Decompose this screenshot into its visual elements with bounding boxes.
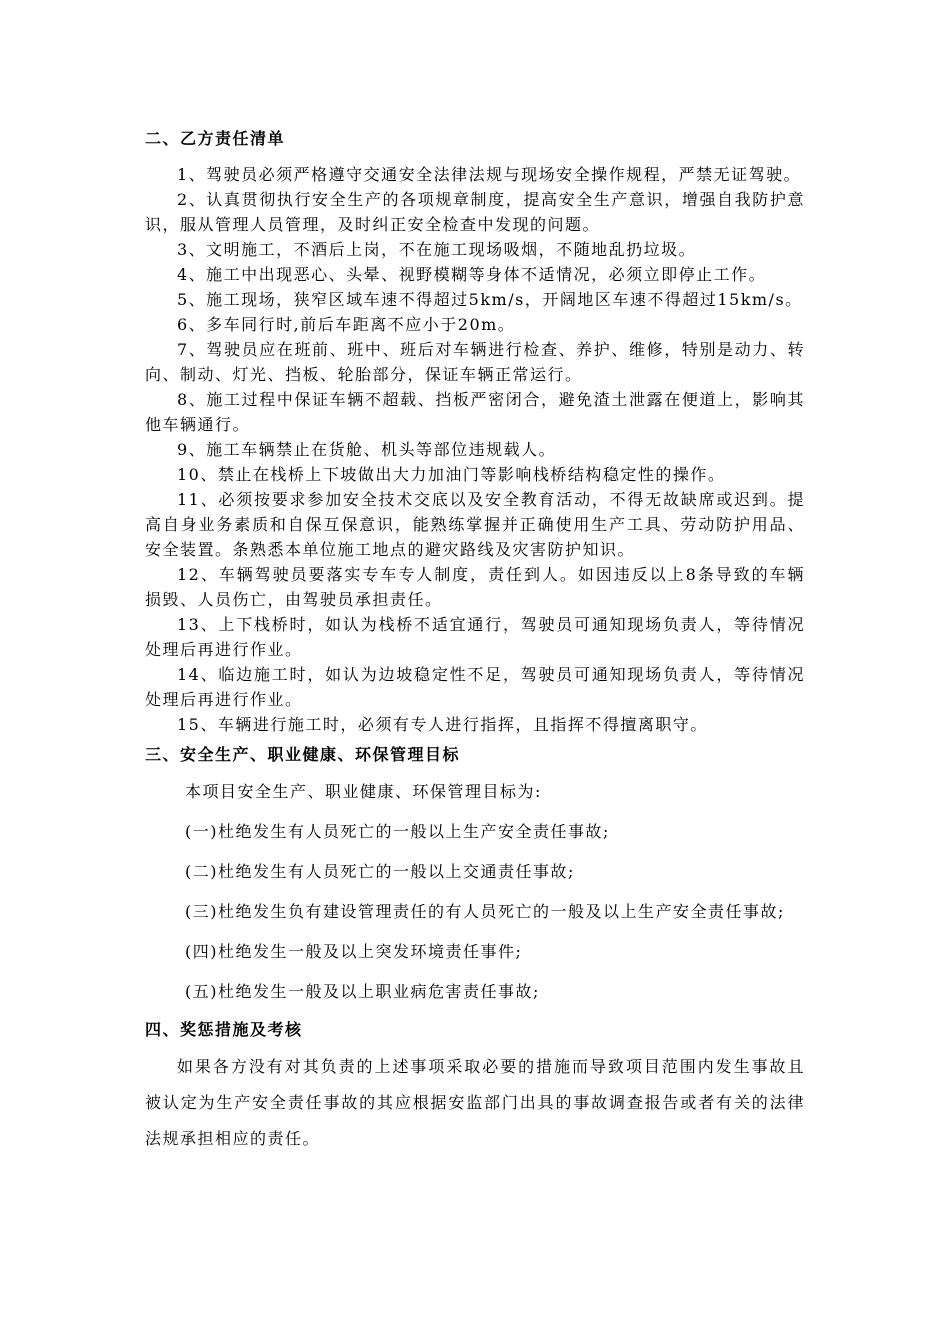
- list-item: 6、多车同行时,前后车距离不应小于20m。: [177, 315, 516, 334]
- list-item: 5、施工现场，狭窄区域车速不得超过5km/s，开阔地区车速不得超过15km/s。: [177, 290, 803, 309]
- document-body: [145, 121, 805, 1157]
- section-2-title: 二、乙方责任清单: [145, 129, 286, 148]
- target-item: (四)杜绝发生一般及以上突发环境责任事件;: [185, 942, 523, 961]
- list-item: 15、车辆进行施工时，必须有专人进行指挥，且指挥不得擅离职守。: [177, 715, 708, 734]
- list-item: 4、施工中出现恶心、头晕、视野模糊等身体不适情况，必须立即停止工作。: [177, 265, 767, 284]
- target-item: (五)杜绝发生一般及以上职业病危害责任事故;: [185, 982, 540, 1001]
- target-item: (三)杜绝发生负有建设管理责任的有人员死亡的一般及以上生产安全责任事故;: [185, 902, 785, 921]
- responsibility-list: [145, 156, 805, 737]
- list-item: 12、车辆驾驶员要落实专车专人制度，责任到人。如因违反以上8条导致的车辆损毁、人员伤亡，由驾驶员承担责任。: [145, 565, 805, 609]
- target-item: (二)杜绝发生有人员死亡的一般以上交通责任事故;: [185, 862, 575, 881]
- list-item: 13、上下栈桥时，如认为栈桥不适宜通行，驾驶员可通知现场负责人，等待情况处理后再进行作业。: [145, 615, 805, 659]
- section-4-body: 如果各方没有对其负责的上述事项采取必要的措施而导致项目范围内发生事故且被认定为生产安全责任事故的其应根据安监部门出具的事故调查报告或者有关的法律法规承担相应的责任。: [145, 1057, 805, 1148]
- list-item: 2、认真贯彻执行安全生产的各项规章制度，提高安全生产意识，增强自我防护意识，服从管理人员管理，及时纠正安全检查中发现的问题。: [145, 190, 805, 234]
- list-item: 8、施工过程中保证车辆不超载、挡板严密闭合，避免渣土泄露在便道上，影响其他车辆通行。: [145, 390, 805, 434]
- list-item: 11、必须按要求参加安全技术交底以及安全教育活动，不得无故缺席或迟到。提高自身业务素质和自保互保意识，能熟练掌握并正确使用生产工具、劳动防护用品、安全装置。条熟悉本单位施工地点的避灾路线及灾害防护知识。: [145, 490, 805, 559]
- list-item: 10、禁止在栈桥上下坡做出大力加油门等影响栈桥结构稳定性的操作。: [177, 465, 726, 484]
- section-4-title: 四、奖惩措施及考核: [145, 1020, 303, 1039]
- targets-intro: 本项目安全生产、职业健康、环保管理目标为:: [185, 782, 542, 801]
- list-item: 3、文明施工，不酒后上岗，不在施工现场吸烟，不随地乱扔垃圾。: [177, 240, 697, 259]
- list-item: 14、临边施工时，如认为边坡稳定性不足，驾驶员可通知现场负责人，等待情况处理后再进行作业。: [145, 665, 805, 709]
- target-item: (一)杜绝发生有人员死亡的一般以上生产安全责任事故;: [185, 822, 610, 841]
- list-item: 7、驾驶员应在班前、班中、班后对车辆进行检查、养护、维修，特别是动力、转向、制动、灯光、挡板、轮胎部分，保证车辆正常运行。: [145, 340, 805, 384]
- list-item: 1、驾驶员必须严格遵守交通安全法律法规与现场安全操作规程，严禁无证驾驶。: [177, 165, 802, 184]
- section-3-title: 三、安全生产、职业健康、环保管理目标: [145, 745, 461, 764]
- list-item: 9、施工车辆禁止在货舱、机头等部位违规载人。: [177, 440, 557, 459]
